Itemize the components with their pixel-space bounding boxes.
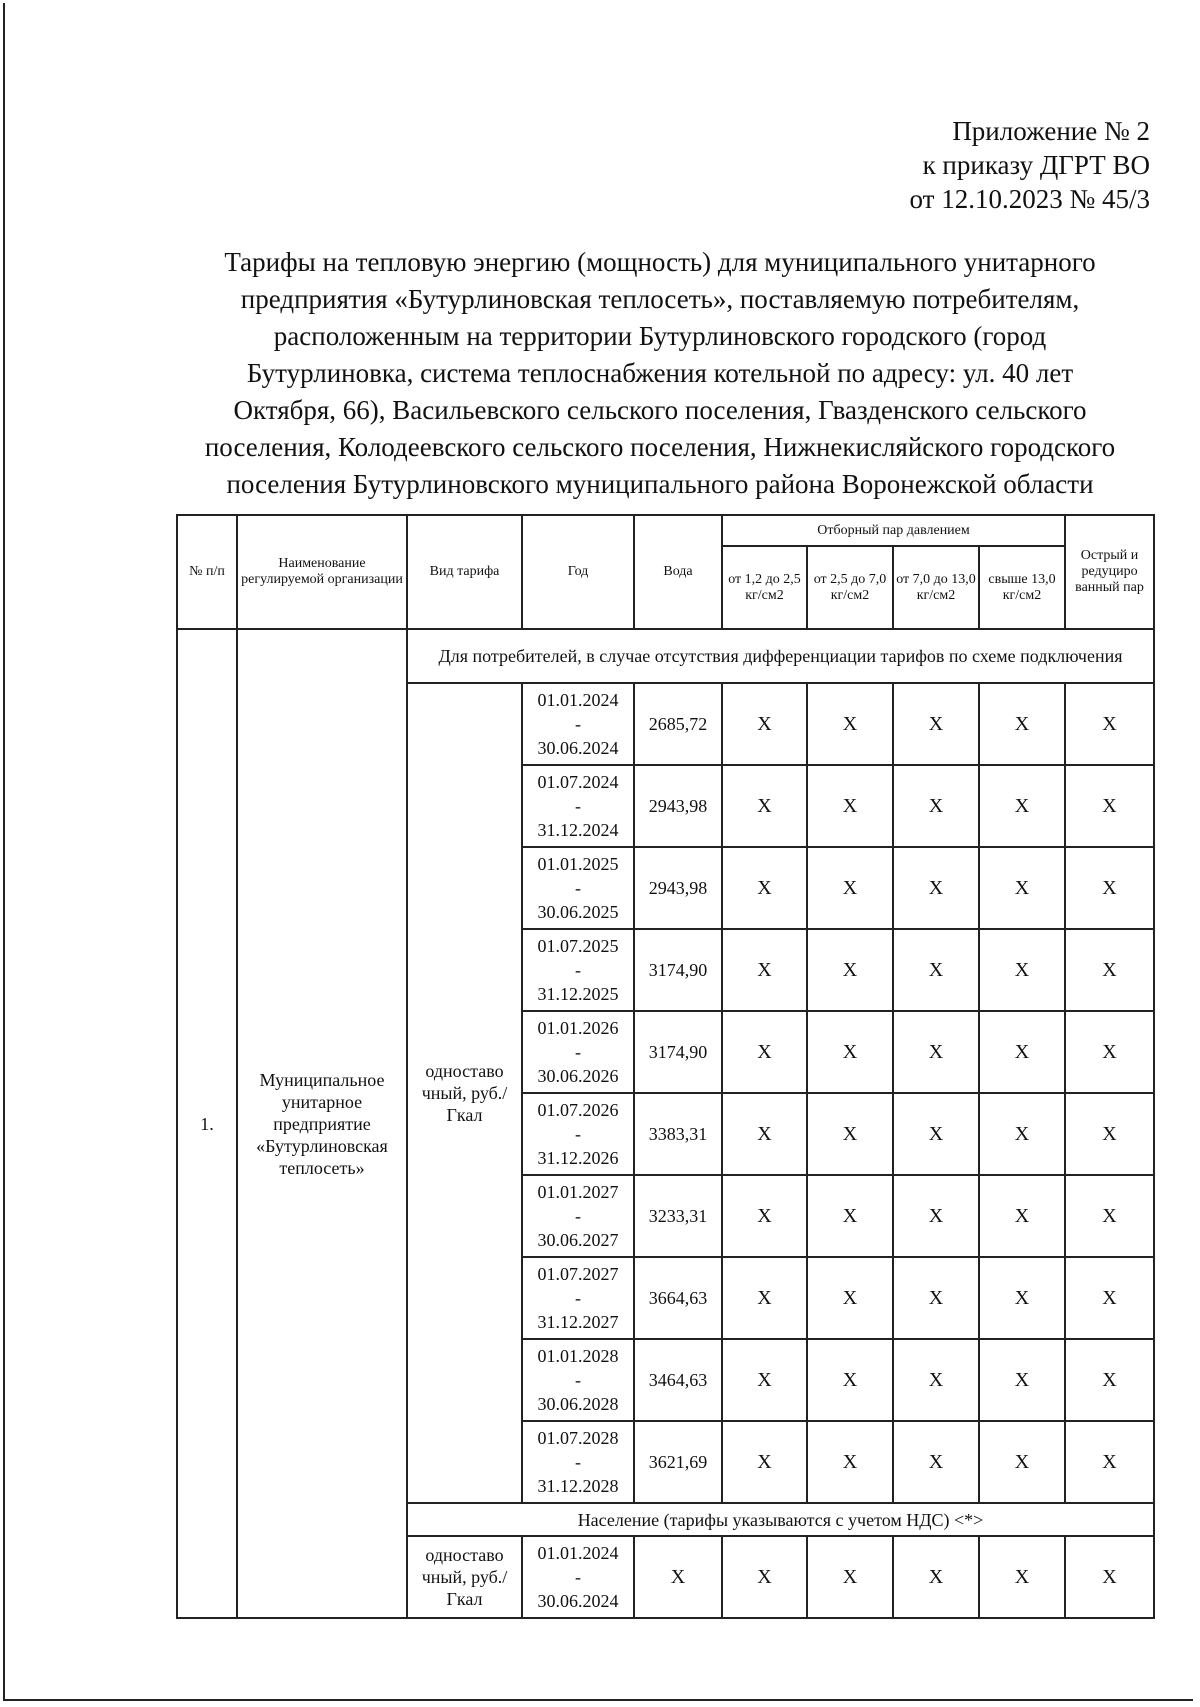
appendix-reference	[910, 114, 1150, 216]
steam-p1-value: Х	[722, 1093, 807, 1175]
steam-p3-value: Х	[893, 765, 979, 847]
steam-p4-value: Х	[979, 847, 1065, 929]
period-cell	[522, 683, 634, 765]
period-cell	[522, 847, 634, 929]
steam-p2-value: Х	[807, 765, 893, 847]
steam-sharp-value: Х	[1065, 1339, 1154, 1421]
period-cell	[522, 1536, 634, 1618]
section-consumers-label: Для потребителей, в случае отсутствия дифференциации тарифов по схеме подключения	[407, 629, 1154, 683]
steam-p1-value: Х	[722, 929, 807, 1011]
header-year: Год	[522, 515, 634, 629]
steam-p2-value: Х	[807, 1536, 893, 1618]
header-pressure-1: от 1,2 до 2,5 кг/см2	[722, 546, 807, 629]
steam-p4-value: Х	[979, 683, 1065, 765]
steam-p1-value: Х	[722, 1175, 807, 1257]
water-value: Х	[634, 1536, 722, 1618]
water-value: 3233,31	[634, 1175, 722, 1257]
header-water: Вода	[634, 515, 722, 629]
header-num: № п/п	[177, 515, 237, 629]
period-from: 01.01.2024	[537, 1543, 619, 1563]
header-pressure-3: от 7,0 до 13,0 кг/см2	[893, 546, 979, 629]
period-to: 31.12.2028	[537, 1476, 619, 1496]
steam-p3-value: Х	[893, 683, 979, 765]
period-dash: -	[575, 1370, 581, 1390]
steam-p1-value: Х	[722, 1339, 807, 1421]
header-pressure-2: от 2,5 до 7,0 кг/см2	[807, 546, 893, 629]
period-cell	[522, 1421, 634, 1503]
section-population-label: Население (тарифы указываются с учетом НДС) <*>	[407, 1503, 1154, 1536]
period-dash: -	[575, 796, 581, 816]
water-value: 3464,63	[634, 1339, 722, 1421]
period-dash: -	[575, 960, 581, 980]
period-from: 01.07.2026	[537, 1100, 619, 1120]
section-row	[177, 629, 1154, 683]
period-to: 30.06.2028	[537, 1394, 619, 1414]
row-number: 1.	[177, 629, 237, 1618]
title-line: расположенным на территории Бутурлиновского городского (город	[273, 321, 1047, 351]
period-dash: -	[575, 878, 581, 898]
appendix-date: от 12.10.2023 № 45/3	[909, 184, 1150, 214]
tariff-type-cell: одноставо чный, руб./Гкал	[407, 683, 522, 1503]
period-to: 30.06.2025	[537, 902, 619, 922]
steam-p2-value: Х	[807, 683, 893, 765]
organization-name: Муниципальное унитарное предприятие «Бутурлиновская теплосеть»	[237, 629, 407, 1618]
water-value: 2943,98	[634, 847, 722, 929]
steam-p3-value: Х	[893, 1257, 979, 1339]
period-from: 01.01.2025	[537, 854, 619, 874]
steam-p1-value: Х	[722, 1536, 807, 1618]
period-cell	[522, 1011, 634, 1093]
steam-sharp-value: Х	[1065, 1536, 1154, 1618]
steam-p3-value: Х	[893, 1536, 979, 1618]
period-cell	[522, 929, 634, 1011]
period-dash: -	[575, 1124, 581, 1144]
steam-p1-value: Х	[722, 1421, 807, 1503]
steam-p4-value: Х	[979, 765, 1065, 847]
steam-p4-value: Х	[979, 929, 1065, 1011]
period-cell	[522, 1175, 634, 1257]
steam-sharp-value: Х	[1065, 1093, 1154, 1175]
steam-p3-value: Х	[893, 847, 979, 929]
steam-p2-value: Х	[807, 1421, 893, 1503]
water-value: 3664,63	[634, 1257, 722, 1339]
water-value: 2943,98	[634, 765, 722, 847]
period-to: 30.06.2024	[537, 1591, 619, 1611]
header-pressure-4: свыше 13,0 кг/см2	[979, 546, 1065, 629]
steam-sharp-value: Х	[1065, 1011, 1154, 1093]
header-tariff-type: Вид тарифа	[407, 515, 522, 629]
steam-p1-value: Х	[722, 683, 807, 765]
header-row	[177, 515, 1154, 546]
steam-p3-value: Х	[893, 929, 979, 1011]
steam-p3-value: Х	[893, 1339, 979, 1421]
period-from: 01.07.2027	[537, 1264, 619, 1284]
period-to: 30.06.2027	[537, 1230, 619, 1250]
steam-p3-value: Х	[893, 1093, 979, 1175]
steam-p1-value: Х	[722, 1011, 807, 1093]
title-line: поселения Бутурлиновского муниципального района Воронежской области	[226, 469, 1094, 499]
period-from: 01.07.2024	[537, 772, 619, 792]
period-from: 01.01.2027	[537, 1182, 619, 1202]
steam-sharp-value: Х	[1065, 683, 1154, 765]
period-dash: -	[575, 714, 581, 734]
steam-p1-value: Х	[722, 847, 807, 929]
steam-sharp-value: Х	[1065, 1257, 1154, 1339]
period-to: 31.12.2024	[537, 820, 619, 840]
period-dash: -	[575, 1206, 581, 1226]
period-to: 31.12.2026	[537, 1148, 619, 1168]
steam-p2-value: Х	[807, 1093, 893, 1175]
period-to: 31.12.2027	[537, 1312, 619, 1332]
period-to: 30.06.2026	[537, 1066, 619, 1086]
steam-p2-value: Х	[807, 847, 893, 929]
period-dash: -	[575, 1452, 581, 1472]
steam-p2-value: Х	[807, 1339, 893, 1421]
steam-p1-value: Х	[722, 765, 807, 847]
period-dash: -	[575, 1288, 581, 1308]
steam-p3-value: Х	[893, 1421, 979, 1503]
period-to: 31.12.2025	[537, 984, 619, 1004]
appendix-order: к приказу ДГРТ ВО	[922, 150, 1150, 180]
appendix-number: Приложение № 2	[952, 116, 1150, 146]
period-cell	[522, 1093, 634, 1175]
period-from: 01.07.2025	[537, 936, 619, 956]
title-line: предприятия «Бутурлиновская теплосеть», поставляемую потребителям,	[240, 284, 1080, 314]
water-value: 3174,90	[634, 1011, 722, 1093]
period-from: 01.01.2024	[537, 690, 619, 710]
steam-p4-value: Х	[979, 1421, 1065, 1503]
tariff-table	[176, 514, 1155, 1619]
period-cell	[522, 765, 634, 847]
steam-p4-value: Х	[979, 1339, 1065, 1421]
steam-p2-value: Х	[807, 929, 893, 1011]
title-line: Тарифы на тепловую энергию (мощность) для муниципального унитарного	[224, 247, 1096, 277]
water-value: 2685,72	[634, 683, 722, 765]
steam-p2-value: Х	[807, 1257, 893, 1339]
steam-sharp-value: Х	[1065, 1421, 1154, 1503]
steam-sharp-value: Х	[1065, 1175, 1154, 1257]
header-steam-group: Отборный пар давлением	[722, 515, 1065, 546]
title-line: Бутурлиновка, система теплоснабжения котельной по адресу: ул. 40 лет	[246, 358, 1074, 388]
water-value: 3174,90	[634, 929, 722, 1011]
steam-p1-value: Х	[722, 1257, 807, 1339]
steam-p2-value: Х	[807, 1011, 893, 1093]
steam-p4-value: Х	[979, 1175, 1065, 1257]
period-to: 30.06.2024	[537, 738, 619, 758]
steam-p4-value: Х	[979, 1536, 1065, 1618]
steam-p4-value: Х	[979, 1093, 1065, 1175]
tariff-type-cell: одноставо чный, руб./Гкал	[407, 1536, 522, 1618]
steam-p4-value: Х	[979, 1257, 1065, 1339]
period-from: 01.01.2026	[537, 1018, 619, 1038]
steam-p3-value: Х	[893, 1011, 979, 1093]
period-cell	[522, 1339, 634, 1421]
steam-p2-value: Х	[807, 1175, 893, 1257]
period-dash: -	[575, 1042, 581, 1062]
title-line: поселения, Колодеевского сельского поселения, Нижнекисляйского городского	[204, 432, 1116, 462]
period-dash: -	[575, 1567, 581, 1587]
steam-sharp-value: Х	[1065, 765, 1154, 847]
steam-sharp-value: Х	[1065, 847, 1154, 929]
period-from: 01.01.2028	[537, 1346, 619, 1366]
header-organization: Наименование регулируемой организации	[237, 515, 407, 629]
header-sharp-steam: Острый и редуциро ванный пар	[1065, 515, 1154, 629]
title-line: Октября, 66), Васильевского сельского поселения, Гвазденского сельского	[233, 395, 1087, 425]
water-value: 3621,69	[634, 1421, 722, 1503]
steam-p4-value: Х	[979, 1011, 1065, 1093]
water-value: 3383,31	[634, 1093, 722, 1175]
period-cell	[522, 1257, 634, 1339]
steam-sharp-value: Х	[1065, 929, 1154, 1011]
steam-p3-value: Х	[893, 1175, 979, 1257]
document-title	[170, 244, 1150, 503]
period-from: 01.07.2028	[537, 1428, 619, 1448]
